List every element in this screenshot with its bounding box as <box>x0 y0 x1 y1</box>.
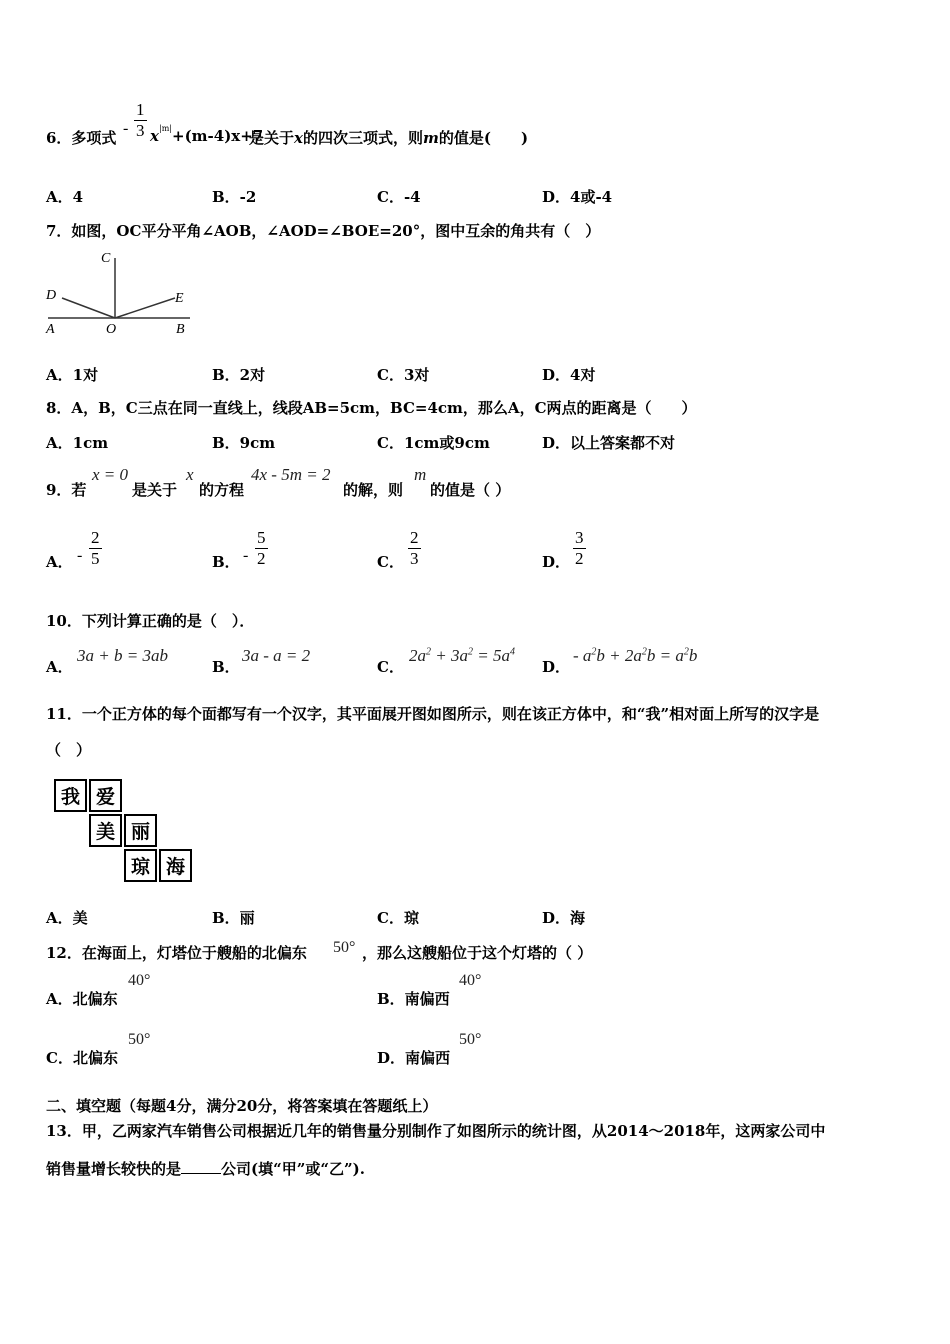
q12-text-a: 12．在海面上，灯塔位于艘船的北偏东 <box>46 944 307 962</box>
question-13-line1: 13．甲，乙两家汽车销售公司根据近几年的销售量分别制作了如图所示的统计图，从2014～2018年，这两家公司中 <box>46 1122 826 1140</box>
q10-d-part4: b <box>688 646 698 665</box>
q6-suffix <box>249 127 528 148</box>
q10-c-exp1: 2 <box>426 646 431 658</box>
question-11-bracket: （ ） <box>46 741 92 759</box>
q12-option-c-label: C．北偏东 <box>46 1049 118 1067</box>
q6-fraction <box>134 100 147 140</box>
q9-option-a-den: 5 <box>91 548 100 568</box>
q6-option-b[interactable]: B．-2 <box>212 188 257 206</box>
section-2-title: 二、填空题（每题4分，满分20分，将答案填在答题纸上） <box>46 1097 438 1115</box>
q9-text-3: 的解，则 <box>343 481 404 499</box>
q12-angle: 50° <box>333 939 356 956</box>
q11-cube-net <box>54 779 194 884</box>
q12-option-a-angle: 40° <box>128 972 151 989</box>
q10-option-c-label: C． <box>377 658 404 676</box>
q9-option-b-num: 5 <box>257 528 266 547</box>
q7-option-c[interactable]: C．3对 <box>377 366 430 384</box>
q9-math-equation: 4x - 5m = 2 <box>251 465 331 484</box>
question-7: 7．如图，OC平分平角∠AOB，∠AOD=∠BOE=20°，图中互余的角共有（ ） <box>46 222 601 240</box>
q12-option-d-angle: 50° <box>459 1031 482 1048</box>
q12-option-c-angle: 50° <box>128 1031 151 1048</box>
q10-option-b-label: B． <box>212 658 240 676</box>
q6-exponent: |m| <box>159 124 172 133</box>
q10-c-exp2: 2 <box>467 646 473 658</box>
q10-option-a-label: A． <box>46 658 73 676</box>
question-8: 8．A，B，C三点在同一直线上，线段AB=5cm，BC=4cm，那么A，C两点的距离是（ ） <box>46 399 697 417</box>
q6-neg-sign: - <box>123 120 129 137</box>
q6-option-d[interactable]: D．4或-4 <box>542 188 613 206</box>
q12-option-b-angle: 40° <box>459 972 482 989</box>
q10-c-exp3: 4 <box>509 646 515 658</box>
q6-prefix: 6．多项式 <box>46 129 117 147</box>
q9-math-x: x <box>186 465 194 484</box>
q10-option-d-label: D． <box>542 658 571 676</box>
q10-option-d-math <box>573 646 697 666</box>
q7-label-d: D <box>46 288 57 303</box>
q9-option-d-den: 2 <box>575 548 584 568</box>
net-cell-li: 丽 <box>124 814 157 847</box>
q9-option-c-label: C． <box>377 553 404 571</box>
q6-frac-den: 3 <box>136 120 145 140</box>
q9-option-d-num: 3 <box>575 528 584 547</box>
q10-d-part3: b = a <box>646 646 684 665</box>
q10-option-b-math: 3a - a = 2 <box>242 646 311 665</box>
q9-option-b-label: B． <box>212 553 240 571</box>
q9-option-b-den: 2 <box>257 548 266 568</box>
question-6 <box>46 104 117 147</box>
q10-c-part2: + 3a <box>431 646 468 665</box>
q9-text-2: 的方程 <box>199 481 245 499</box>
q9-option-b-sign: - <box>243 547 249 564</box>
q10-d-part2: b + 2a <box>596 646 642 665</box>
q8-option-c[interactable]: C．1cm或9cm <box>377 434 490 452</box>
q12-text-b: ，那么这艘船位于这个灯塔的（ ） <box>362 944 593 962</box>
q9-math-x0: x = 0 <box>92 465 129 484</box>
q7-label-o: O <box>106 322 117 337</box>
q9-option-d-fraction <box>573 528 586 568</box>
q11-option-a[interactable]: A．美 <box>46 909 88 927</box>
question-10: 10．下列计算正确的是（ ）． <box>46 612 255 630</box>
q8-option-a[interactable]: A．1cm <box>46 434 109 452</box>
q12-option-a-label: A．北偏东 <box>46 990 118 1008</box>
q6-suffix-var: x <box>294 129 303 147</box>
q10-d-exp1: 2 <box>591 646 597 658</box>
q9-text-1: 是关于 <box>132 481 178 499</box>
q10-d-exp2: 2 <box>641 646 647 658</box>
q7-label-b: B <box>176 322 185 337</box>
q9-option-b-fraction <box>255 528 268 568</box>
q7-option-a[interactable]: A．1对 <box>46 366 99 384</box>
q6-var-x: x <box>150 127 159 145</box>
q9-option-d-label: D． <box>542 553 571 571</box>
q13-text-a: 销售量增长较快的是 <box>46 1160 182 1178</box>
q9-option-c-fraction <box>408 528 421 568</box>
q12-option-d-label: D．南偏西 <box>377 1049 451 1067</box>
q10-c-part1: 2a <box>409 646 426 665</box>
q6-suffix-b: 的四次三项式，则 <box>302 129 423 147</box>
q12-option-b-label: B．南偏西 <box>377 990 450 1008</box>
q6-expr-rest: +(m-4)x+7 <box>172 127 264 145</box>
q9-text-4: 的值是（ ） <box>430 481 511 499</box>
net-cell-ai: 爱 <box>89 779 122 812</box>
q7-label-a: A <box>46 322 55 337</box>
q6-option-a[interactable]: A．4 <box>46 188 84 206</box>
q7-angle-figure <box>40 248 200 338</box>
q6-suffix-c: 的值是( ) <box>438 129 529 147</box>
q10-d-part1: - a <box>573 646 592 665</box>
q11-option-d[interactable]: D．海 <box>542 909 586 927</box>
q6-suffix-var2: m <box>422 129 439 147</box>
net-cell-mei: 美 <box>89 814 122 847</box>
q9-option-a-label: A． <box>46 553 73 571</box>
q9-prefix: 9．若 <box>46 481 87 499</box>
q9-option-c-num: 2 <box>410 528 419 547</box>
q10-option-c-math <box>409 646 515 666</box>
question-13-line2 <box>46 1158 365 1179</box>
q9-math-m: m <box>414 465 427 484</box>
q11-option-c[interactable]: C．琼 <box>377 909 419 927</box>
q9-option-a-num: 2 <box>91 528 100 547</box>
q10-d-exp3: 2 <box>683 646 689 658</box>
q6-suffix-a: 是关于 <box>249 129 295 147</box>
q10-option-a-math: 3a + b = 3ab <box>77 646 168 665</box>
net-cell-hai: 海 <box>159 849 192 882</box>
q13-answer-blank[interactable] <box>181 1159 221 1174</box>
question-11: 11．一个正方体的每个面都写有一个汉字，其平面展开图如图所示，则在该正方体中，和“我”相对面上所写的汉字是 <box>46 705 820 723</box>
q7-label-c: C <box>101 251 111 266</box>
q10-c-part3: = 5a <box>472 646 510 665</box>
q8-option-b[interactable]: B．9cm <box>212 434 276 452</box>
q7-option-b[interactable]: B．2对 <box>212 366 266 384</box>
q6-frac-num: 1 <box>136 100 145 119</box>
q6-option-c[interactable]: C．-4 <box>377 188 421 206</box>
q8-option-d[interactable]: D．以上答案都不对 <box>542 434 676 452</box>
q9-option-c-den: 3 <box>410 548 419 568</box>
q13-text-b: 公司(填“甲”或“乙”). <box>221 1160 365 1178</box>
q7-option-d[interactable]: D．4对 <box>542 366 596 384</box>
q9-option-a-fraction <box>89 528 102 568</box>
net-cell-wo: 我 <box>54 779 87 812</box>
q9-option-a-sign: - <box>77 547 83 564</box>
q7-label-e: E <box>175 291 184 306</box>
net-cell-qiong: 琼 <box>124 849 157 882</box>
q11-option-b[interactable]: B．丽 <box>212 909 255 927</box>
